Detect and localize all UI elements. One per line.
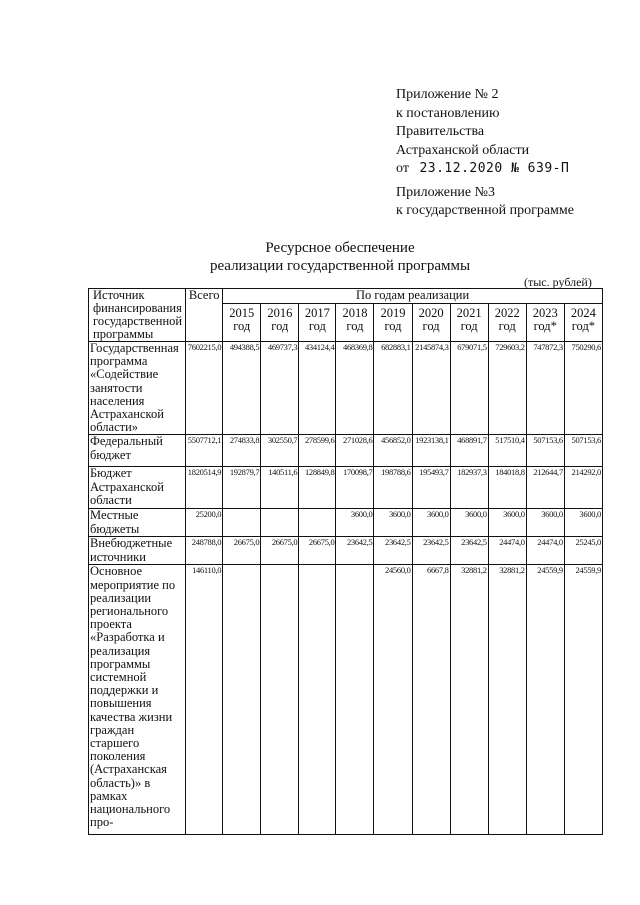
cell-year-value: 24474,0 <box>526 537 564 565</box>
resource-table <box>88 288 603 835</box>
row-source: Основное мероприятие по реализации регионального проекта «Разработка и реализация программы системной поддержки и повышения качества жизни граждан старшего поколения (Астраханская область)» в рамках национального про- <box>89 565 186 835</box>
cell-total: 248788,0 <box>186 537 223 565</box>
row-source: Федеральный бюджет <box>89 435 186 467</box>
header-year: 2015 год <box>223 303 261 341</box>
cell-year-value: 184018,8 <box>488 467 526 509</box>
header-years-group: По годам реализации <box>223 289 603 304</box>
cell-year-value <box>261 565 299 835</box>
cell-year-value: 494388,5 <box>223 342 261 435</box>
header-year: 2019 год <box>374 303 412 341</box>
cell-year-value: 3600,0 <box>526 509 564 537</box>
cell-year-value: 128849,8 <box>299 467 336 509</box>
cell-year-value: 3600,0 <box>412 509 450 537</box>
cell-year-value: 3600,0 <box>336 509 374 537</box>
cell-year-value: 682883,1 <box>374 342 412 435</box>
cell-year-value: 507153,6 <box>526 435 564 467</box>
row-source: Бюджет Астраханской области <box>89 467 186 509</box>
title-line-1: Ресурсное обеспечение <box>265 240 415 256</box>
cell-year-value <box>299 565 336 835</box>
cell-year-value: 507153,6 <box>564 435 602 467</box>
document-title <box>190 239 490 275</box>
cell-year-value: 23642,5 <box>336 537 374 565</box>
cell-year-value <box>299 509 336 537</box>
cell-year-value: 170098,7 <box>336 467 374 509</box>
cell-year-value: 729603,2 <box>488 342 526 435</box>
cell-year-value: 3600,0 <box>450 509 488 537</box>
header-year: 2024 год* <box>564 303 602 341</box>
cell-total: 1820514,9 <box>186 467 223 509</box>
annex-date-number: 23.12.2020 № 639-П <box>419 161 570 176</box>
annex2-line-1: Приложение №3 <box>396 185 495 200</box>
cell-year-value: 23642,5 <box>412 537 450 565</box>
cell-year-value: 23642,5 <box>374 537 412 565</box>
annex-date <box>396 160 569 179</box>
cell-year-value: 32881,2 <box>450 565 488 835</box>
cell-year-value <box>261 509 299 537</box>
cell-year-value: 195493,7 <box>412 467 450 509</box>
annex-block <box>396 86 569 179</box>
row-source: Местные бюджеты <box>89 509 186 537</box>
cell-year-value: 23642,5 <box>450 537 488 565</box>
cell-total: 7602215,0 <box>186 342 223 435</box>
cell-year-value: 24559,9 <box>526 565 564 835</box>
cell-year-value <box>223 509 261 537</box>
cell-year-value: 3600,0 <box>488 509 526 537</box>
cell-year-value: 26675,0 <box>261 537 299 565</box>
cell-year-value: 140511,6 <box>261 467 299 509</box>
cell-year-value: 182937,3 <box>450 467 488 509</box>
cell-year-value: 24559,9 <box>564 565 602 835</box>
units-label: (тыс. рублей) <box>524 275 592 289</box>
annex-date-prefix: от <box>396 161 409 176</box>
cell-year-value: 468891,7 <box>450 435 488 467</box>
cell-year-value: 517510,4 <box>488 435 526 467</box>
cell-year-value: 214292,0 <box>564 467 602 509</box>
header-source: Источник финансирования государственной программы <box>89 289 186 342</box>
cell-year-value: 212644,7 <box>526 467 564 509</box>
table-row <box>89 565 603 835</box>
cell-year-value: 32881,2 <box>488 565 526 835</box>
header-year: 2023 год* <box>526 303 564 341</box>
cell-year-value: 468369,8 <box>336 342 374 435</box>
cell-year-value <box>223 565 261 835</box>
cell-year-value: 25245,0 <box>564 537 602 565</box>
cell-year-value: 274833,8 <box>223 435 261 467</box>
cell-total: 146110,0 <box>186 565 223 835</box>
annex-line-3: Правительства <box>396 124 485 139</box>
cell-year-value: 271028,6 <box>336 435 374 467</box>
cell-year-value: 3600,0 <box>564 509 602 537</box>
header-total: Всего <box>186 289 223 342</box>
table-row <box>89 509 603 537</box>
cell-year-value: 192879,7 <box>223 467 261 509</box>
cell-year-value: 434124,4 <box>299 342 336 435</box>
cell-year-value: 679071,5 <box>450 342 488 435</box>
table-row <box>89 467 603 509</box>
cell-total: 5507712,1 <box>186 435 223 467</box>
cell-total: 25200,0 <box>186 509 223 537</box>
cell-year-value: 456852,0 <box>374 435 412 467</box>
cell-year-value: 2145874,3 <box>412 342 450 435</box>
title-line-2: реализации государственной программы <box>209 258 471 274</box>
header-year: 2020 год <box>412 303 450 341</box>
annex2-block <box>396 184 574 220</box>
cell-year-value: 26675,0 <box>299 537 336 565</box>
annex-line-2: к постановлению <box>396 105 500 121</box>
annex-line-1: Приложение № 2 <box>396 87 499 102</box>
row-source: Внебюджетные источники <box>89 537 186 565</box>
cell-year-value: 198788,6 <box>374 467 412 509</box>
table-row <box>89 435 603 467</box>
cell-year-value: 3600,0 <box>374 509 412 537</box>
cell-year-value: 278599,6 <box>299 435 336 467</box>
cell-year-value: 1923138,1 <box>412 435 450 467</box>
cell-year-value: 26675,0 <box>223 537 261 565</box>
cell-year-value: 469737,3 <box>261 342 299 435</box>
cell-year-value: 750290,6 <box>564 342 602 435</box>
header-year: 2022 год <box>488 303 526 341</box>
table-row <box>89 342 603 435</box>
header-year: 2016 год <box>261 303 299 341</box>
cell-year-value: 24560,0 <box>374 565 412 835</box>
cell-year-value <box>336 565 374 835</box>
annex2-line-2: к государственной программе <box>396 203 574 218</box>
row-source: Государственная программа «Содействие занятости населения Астраханской области» <box>89 342 186 435</box>
cell-year-value: 24474,0 <box>488 537 526 565</box>
header-year: 2017 год <box>299 303 336 341</box>
cell-year-value: 302550,7 <box>261 435 299 467</box>
table-row <box>89 537 603 565</box>
annex-line-4: Астраханской области <box>396 142 530 158</box>
header-year: 2021 год <box>450 303 488 341</box>
cell-year-value: 6667,8 <box>412 565 450 835</box>
header-year: 2018 год <box>336 303 374 341</box>
cell-year-value: 747872,3 <box>526 342 564 435</box>
